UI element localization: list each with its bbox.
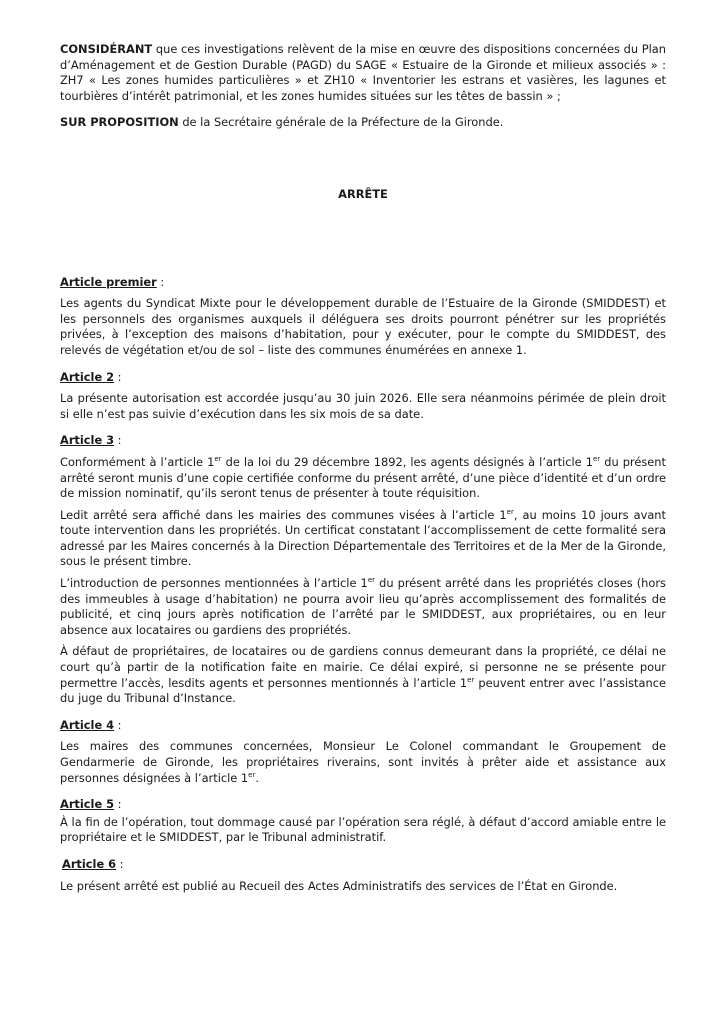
article-6-heading-line — [60, 857, 666, 873]
article-2-heading: Article 2 — [60, 369, 115, 384]
text-run: À défaut de propriétaires, de locataires ou de gardiens connus demeurant dans la propriété, ce délai ne court qu’à partir de la notification faite en mairie. Ce délai expiré, si personne ne se présente pour permettre l’accès, lesdits agents et personnes mentionnés à l’article 1 — [60, 644, 666, 690]
text-run: de la loi du 29 décembre 1892, les agents désignés à l’article 1 — [221, 454, 593, 469]
article-3 — [60, 433, 666, 707]
text-run: peuvent entrer avec l’assistance du juge du Tribunal d’Instance. — [60, 675, 666, 706]
article-6-suffix: : — [116, 856, 124, 871]
article-3-paragraph-4 — [60, 644, 666, 706]
text-run: L’introduction de personnes mentionnées à l’article 1 — [60, 576, 368, 591]
superscript: er — [467, 675, 475, 684]
article-2-suffix: : — [114, 369, 122, 384]
article-1 — [60, 275, 666, 359]
article-5-paragraph: À la fin de l’opération, tout dommage causé par l’opération sera réglé, à défaut d’accord amiable entre le propriétaire et le SMIDDEST, par le Tribunal administratif. — [60, 814, 666, 845]
article-1-paragraph: Les agents du Syndicat Mixte pour le développement durable de l’Estuaire de la Gironde (SMIDDEST) et les personnels des organismes auxquels il déléguera ses droits pourront pénétrer sur les propriétés privées, à l’exception des maisons d’habitation, pour y exécuter, pour le compte du SMIDDEST, des relevés de végétation et/ou de sol – liste des communes énumérées en annexe 1. — [60, 296, 666, 357]
article-5-heading-line — [60, 797, 666, 813]
article-3-heading: Article 3 — [60, 433, 115, 448]
article-4-paragraph — [60, 739, 666, 786]
article-3-paragraph-3 — [60, 576, 666, 638]
text-run: , au moins 10 jours avant toute intervention dans les propriétés. Un certificat constatant l’accomplissement de cette formalité sera adressé par les Maires concernés à la Direction Départementale des Territoires et de la Mer de la Gironde, sous le présent timbre. — [60, 507, 666, 569]
text-run: Ledit arrêté sera affiché dans les mairies des communes visées à l’article 1 — [60, 507, 507, 522]
article-1-heading-line — [60, 275, 666, 291]
article-1-suffix: : — [156, 274, 165, 289]
text-run: . — [255, 770, 259, 785]
text-run: du présent arrêté seront munis d’une copie certifiée conforme du présent arrêté, d’une pièce d’identité et d’un ordre de mission nominatif, qu’ils seront tenus de présenter à toute réquisition. — [60, 454, 666, 501]
article-6 — [60, 857, 666, 894]
article-3-suffix: : — [114, 433, 122, 448]
document-page — [60, 42, 666, 894]
article-6-paragraph: Le présent arrêté est publié au Recueil des Actes Administratifs des services de l’État en Gironde. — [60, 878, 618, 893]
article-5 — [60, 797, 666, 846]
article-2-paragraph: La présente autorisation est accordée jusqu’au 30 juin 2026. Elle sera néanmoins périmée de plein droit si elle n’est pas suivie d’exécution dans les six mois de sa date. — [60, 391, 666, 421]
decree-title: ARRÊTE — [338, 186, 388, 201]
article-4-suffix: : — [114, 717, 122, 732]
proposition-text: de la Secrétaire générale de la Préfecture de la Gironde. — [178, 115, 504, 130]
article-4 — [60, 718, 666, 786]
article-4-heading-line — [60, 718, 666, 734]
superscript: er — [367, 576, 375, 585]
article-6-heading: Article 6 — [62, 856, 117, 871]
proposition-lead: SUR PROPOSITION — [60, 115, 179, 130]
considerant-paragraph — [60, 42, 666, 104]
superscript: er — [214, 455, 222, 464]
article-3-paragraph-1 — [60, 455, 666, 502]
article-3-heading-line — [60, 433, 666, 449]
article-2 — [60, 370, 666, 423]
considerant-text: que ces investigations relèvent de la mise en œuvre des dispositions concernées du Plan d’Aménagement et de Gestion Durable (PAGD) du SAGE « Estuaire de la Gironde et milieux associés » : ZH7 « Les zones humides particulières » et ZH10 « Inventorier les estrans et vasières, les lagunes et tourbières d’intérêt patrimonial, et les zones humides situées sur les têtes de bassin » ; — [60, 42, 666, 103]
superscript: er — [592, 455, 601, 464]
text-run: Les maires des communes concernées, Monsieur Le Colonel commandant le Groupement de Gendarmerie de Gironde, les propriétaires riverains, sont invités à prêter aide et assistance aux personnes désignées à l’article 1 — [60, 739, 666, 785]
considerant-lead: CONSIDÉRANT — [60, 42, 153, 56]
article-3-paragraph-2 — [60, 508, 666, 570]
superscript: er — [506, 507, 514, 516]
article-2-heading-line — [60, 370, 666, 386]
text-run: Conformément à l’article 1 — [60, 454, 215, 469]
article-4-heading: Article 4 — [60, 717, 115, 732]
text-run: du présent arrêté dans les propriétés closes (hors des immeubles à usage d’habitation) ne pourra avoir lieu qu’après accomplissement des formalités de publicité, et cinq jours après notification de l’arrêté par le SMIDDEST, aux propriétaires, ou en leur absence aux locataires ou gardiens des propriétés. — [60, 576, 666, 637]
article-5-heading: Article 5 — [60, 797, 115, 812]
proposition-paragraph — [60, 115, 666, 131]
article-5-suffix: : — [114, 797, 122, 812]
superscript: er — [248, 770, 256, 779]
article-1-heading: Article premier — [60, 274, 157, 289]
